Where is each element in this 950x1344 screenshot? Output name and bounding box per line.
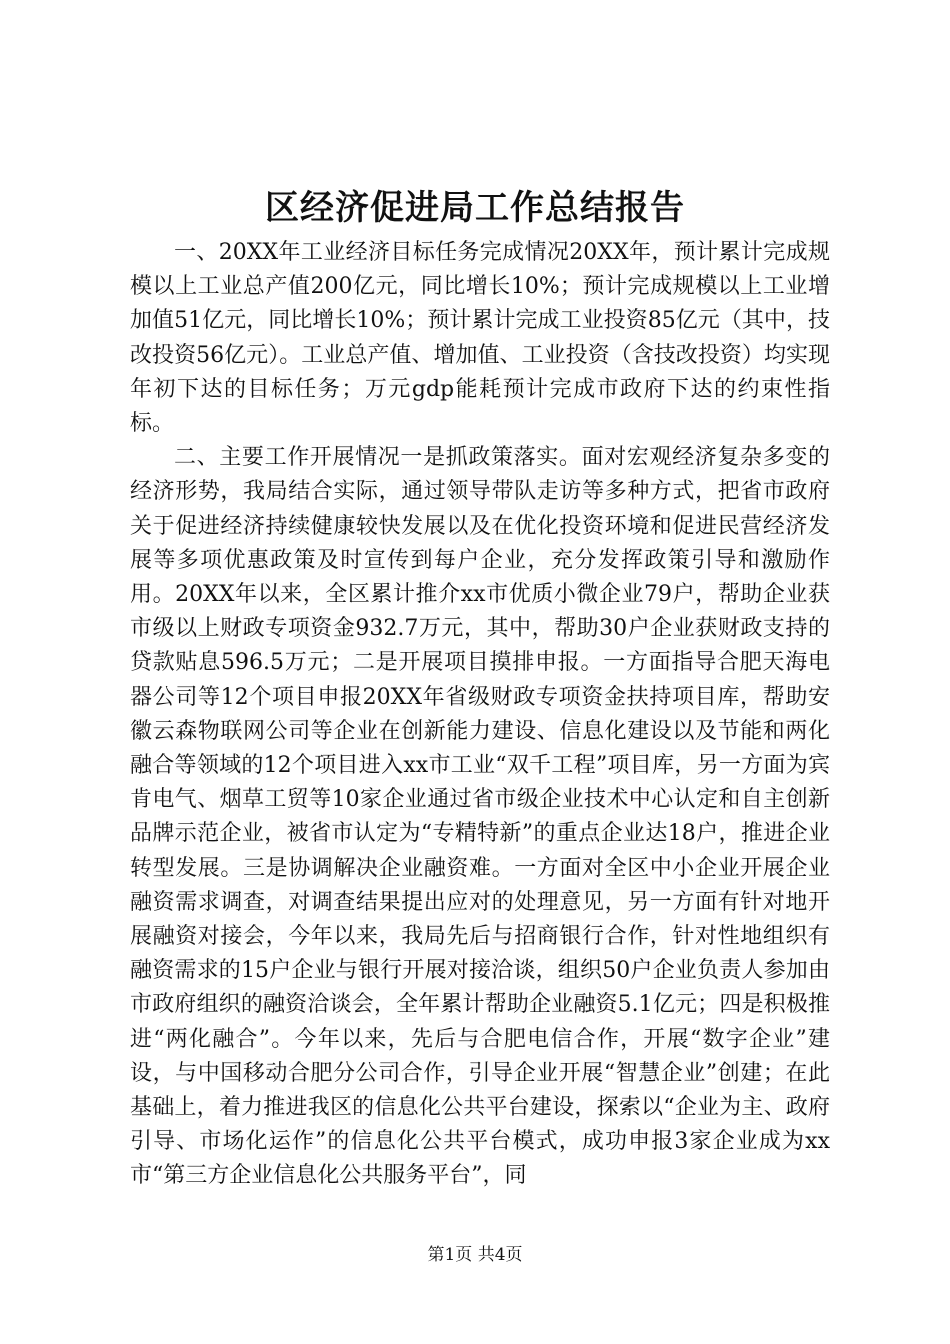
- paragraph-main-work: 二、主要工作开展情况一是抓政策落实。面对宏观经济复杂多变的经济形势，我局结合实际，通过领导带队走访等多种方式，把省市政府关于促进经济持续健康较快发展以及在优化投资环境和促进民营经济发展等多项优惠政策及时宣传到每户企业，充分发挥政策引导和激励作用。20XX年以来，全区累计推介xx市优质小微企业79户，帮助企业获市级以上财政专项资金932.7万元，其中，帮助30户企业获财政支持的贷款贴息596.5万元；二是开展项目摸排申报。一方面指导合肥天海电器公司等12个项目申报20XX年省级财政专项资金扶持项目库，帮助安徽云森物联网公司等企业在创新能力建设、信息化建设以及节能和两化融合等领域的12个项目进入xx市工业“双千工程”项目库，另一方面为宾肯电气、烟草工贸等10家企业通过省市级企业技术中心认定和自主创新品牌示范企业，被省市认定为“专精特新”的重点企业达18户，推进企业转型发展。三是协调解决企业融资难。一方面对全区中小企业开展企业融资需求调查，对调查结果提出应对的处理意见，另一方面有针对地开展融资对接会，今年以来，我局先后与招商银行合作，针对性地组织有融资需求的15户企业与银行开展对接洽谈，组织50户企业负责人参加由市政府组织的融资洽谈会，全年累计帮助企业融资5.1亿元；四是积极推进“两化融合”。今年以来，先后与合肥电信合作，开展“数字企业”建设，与中国移动合肥分公司合作，引导企业开展“智慧企业”创建；在此基础上，着力推进我区的信息化公共平台建设，探索以“企业为主、政府引导、市场化运作”的信息化公共平台模式，成功申报3家企业成为xx市“第三方企业信息化公共服务平台”，同: [130, 445, 830, 1189]
- paragraph-targets: 一、20XX年工业经济目标任务完成情况20XX年，预计累计完成规模以上工业总产值200亿元，同比增长10%；预计完成规模以上工业增加值51亿元，同比增长10%；预计累计完成工业投资85亿元（其中，技改投资56亿元）。工业总产值、增加值、工业投资（含技改投资）均实现年初下达的目标任务；万元gdp能耗预计完成市政府下达的约束性指标。: [130, 240, 830, 437]
- document-title: 区经济促进局工作总结报告: [265, 188, 685, 228]
- page-number: 第1页 共4页: [427, 1245, 523, 1265]
- document-body: [130, 236, 830, 1194]
